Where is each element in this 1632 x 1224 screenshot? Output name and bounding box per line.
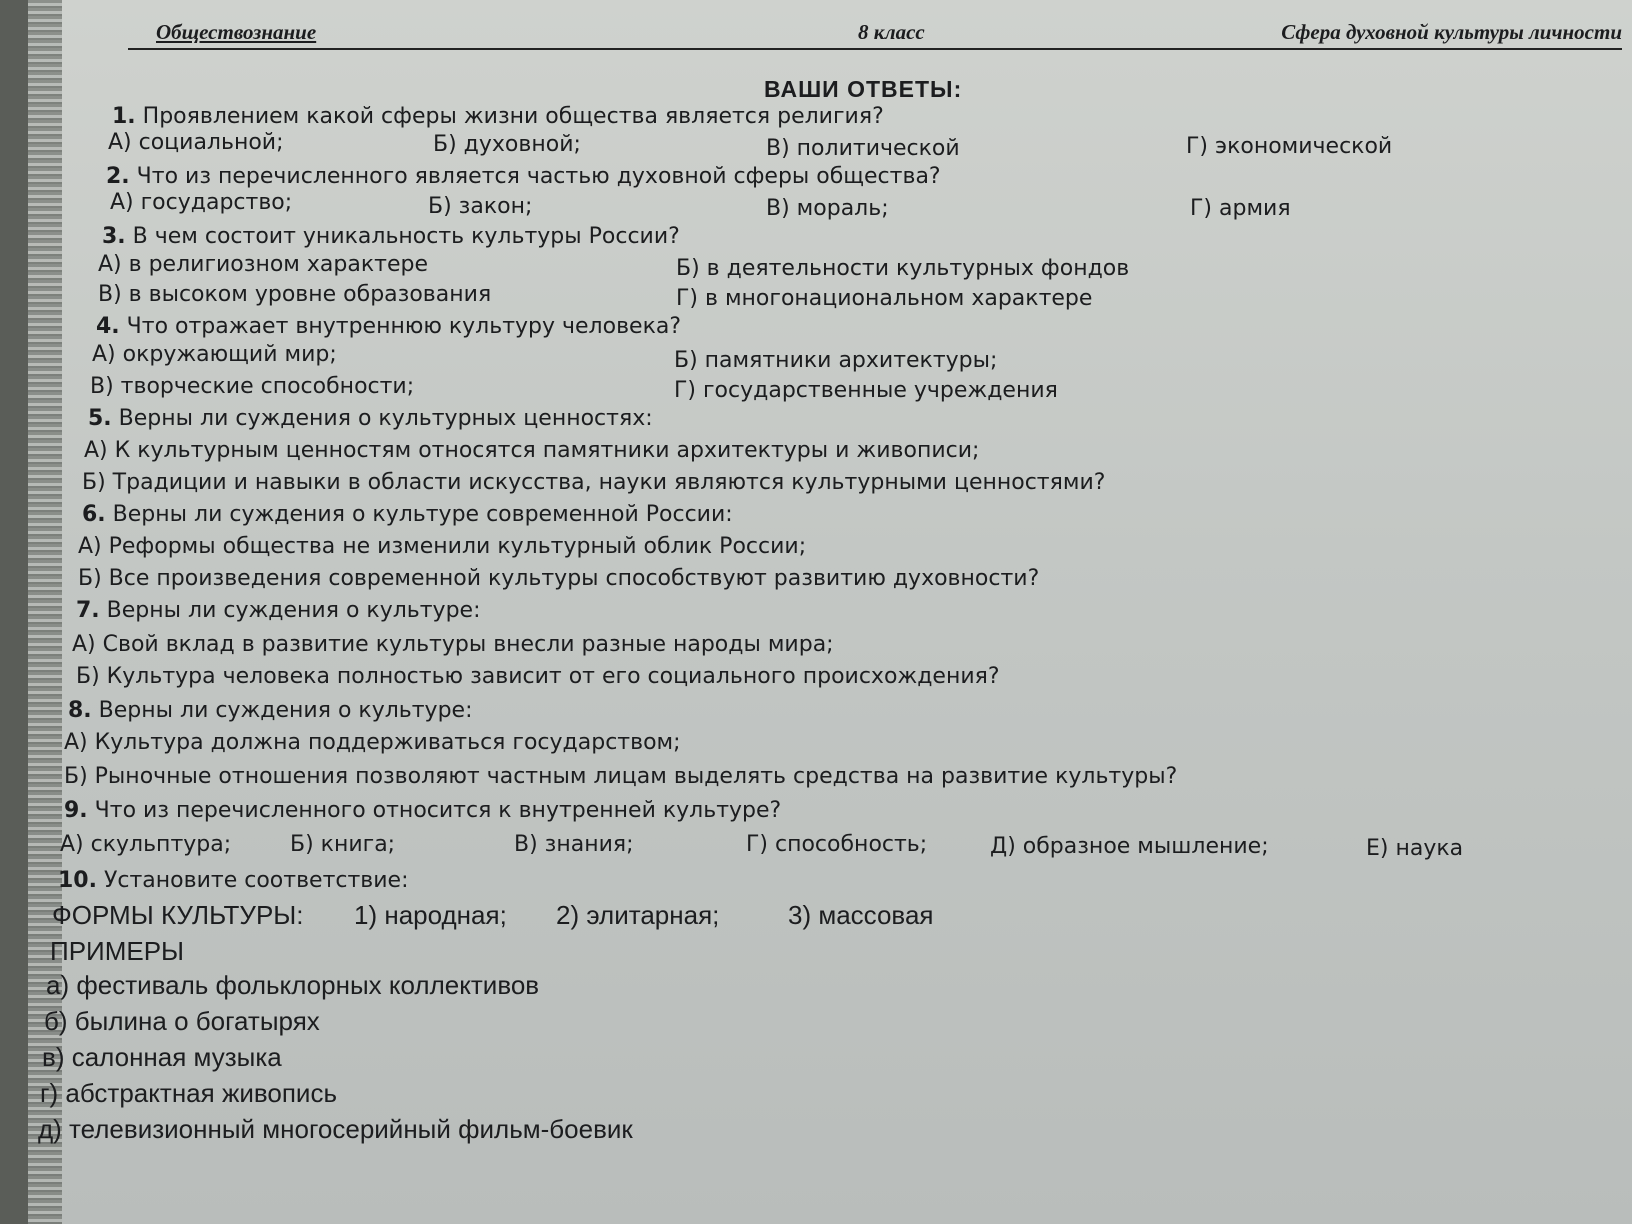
q3-option-a: А) в религиозном характере [98,252,428,277]
question-text: В чем состоит уникальность культуры России? [132,224,680,249]
question-number: 1. [112,104,136,129]
q10-form-2: 2) элитарная; [556,900,720,930]
q8-statement-b: Б) Рыночные отношения позволяют частным лицам выделять средства на развитие культуры? [64,764,1178,789]
q10-example-c: в) салонная музыка [42,1042,282,1072]
question-number: 4. [96,314,120,339]
question-text: Верны ли суждения о культуре современной России: [112,502,733,527]
question-text: Что отражает внутреннюю культуру человека? [126,314,682,339]
header-topic: Сфера духовной культуры личности [1281,20,1622,44]
q10-form-1: 1) народная; [354,900,507,930]
question-number: 3. [102,224,126,249]
question-text: Верны ли суждения о культуре: [98,698,473,723]
question-6 [82,500,733,530]
question-number: 10. [58,868,97,893]
q10-example-e: д) телевизионный многосерийный фильм-боевик [38,1114,633,1144]
q4-option-c: В) творческие способности; [90,374,415,399]
question-number: 7. [76,598,100,623]
q10-example-d: г) абстрактная живопись [40,1078,337,1108]
q3-option-c: В) в высоком уровне образования [98,282,492,307]
q7-statement-b: Б) Культура человека полностью зависит от его социального происхождения? [76,664,1000,689]
q1-option-b: Б) духовной; [433,132,581,157]
q1-option-c: В) политической [766,136,960,161]
q2-option-b: Б) закон; [428,194,533,219]
q10-form-3: 3) массовая [788,900,934,930]
q2-option-d: Г) армия [1190,196,1291,221]
question-3 [102,222,680,252]
q10-forms-label: ФОРМЫ КУЛЬТУРЫ: [52,900,304,930]
q8-statement-a: А) Культура должна поддерживаться государством; [64,730,681,755]
q5-statement-a: А) К культурным ценностям относятся памятники архитектуры и живописи; [84,438,980,463]
header-grade: 8 класс [858,20,925,44]
q2-option-a: А) государство; [110,190,293,215]
question-4 [96,312,681,342]
page-title: ВАШИ ОТВЕТЫ: [764,76,963,102]
q7-statement-a: А) Свой вклад в развитие культуры внесли разные народы мира; [72,632,834,657]
q4-option-a: А) окружающий мир; [92,342,337,367]
worksheet-page [28,0,1632,1224]
header-subject: Обществознание [156,20,317,44]
question-number: 6. [82,502,106,527]
q9-option-e: Д) образное мышление; [990,834,1269,859]
spiral-binding [28,0,62,1224]
q4-option-b: Б) памятники архитектуры; [674,348,998,373]
q6-statement-a: А) Реформы общества не изменили культурный облик России; [78,534,807,559]
question-text: Верны ли суждения о культуре: [106,598,481,623]
question-number: 8. [68,698,92,723]
q5-statement-b: Б) Традиции и навыки в области искусства, науки являются культурными ценностями? [82,470,1106,495]
q10-examples-label: ПРИМЕРЫ [50,936,185,966]
question-10 [58,866,409,896]
q3-option-d: Г) в многонациональном характере [676,286,1093,311]
question-8 [68,696,473,726]
question-9 [64,796,781,826]
q10-example-a: а) фестиваль фольклорных коллективов [46,970,540,1000]
q9-option-b: Б) книга; [290,832,396,857]
question-text: Что из перечисленного является частью духовной сферы общества? [136,164,941,189]
question-number: 2. [106,164,130,189]
q9-option-d: Г) способность; [746,832,928,857]
q10-example-b: б) былина о богатырях [44,1006,320,1036]
q1-option-a: А) социальной; [108,130,284,155]
q2-option-c: В) мораль; [766,196,889,221]
question-number: 9. [64,798,88,823]
page-header [128,18,1622,50]
question-text: Установите соответствие: [103,868,409,893]
question-5 [88,404,653,434]
q9-option-f: Е) наука [1366,836,1464,861]
q9-option-a: А) скульптура; [60,832,232,857]
question-7 [76,596,481,626]
question-text: Верны ли суждения о культурных ценностях: [118,406,653,431]
q1-option-d: Г) экономической [1186,134,1393,159]
q6-statement-b: Б) Все произведения современной культуры способствуют развитию духовности? [78,566,1040,591]
q3-option-b: Б) в деятельности культурных фондов [676,256,1130,281]
question-number: 5. [88,406,112,431]
question-text: Проявлением какой сферы жизни общества является религия? [142,104,884,129]
question-text: Что из перечисленного относится к внутренней культуре? [94,798,782,823]
q4-option-d: Г) государственные учреждения [674,378,1058,403]
q9-option-c: В) знания; [514,832,634,857]
